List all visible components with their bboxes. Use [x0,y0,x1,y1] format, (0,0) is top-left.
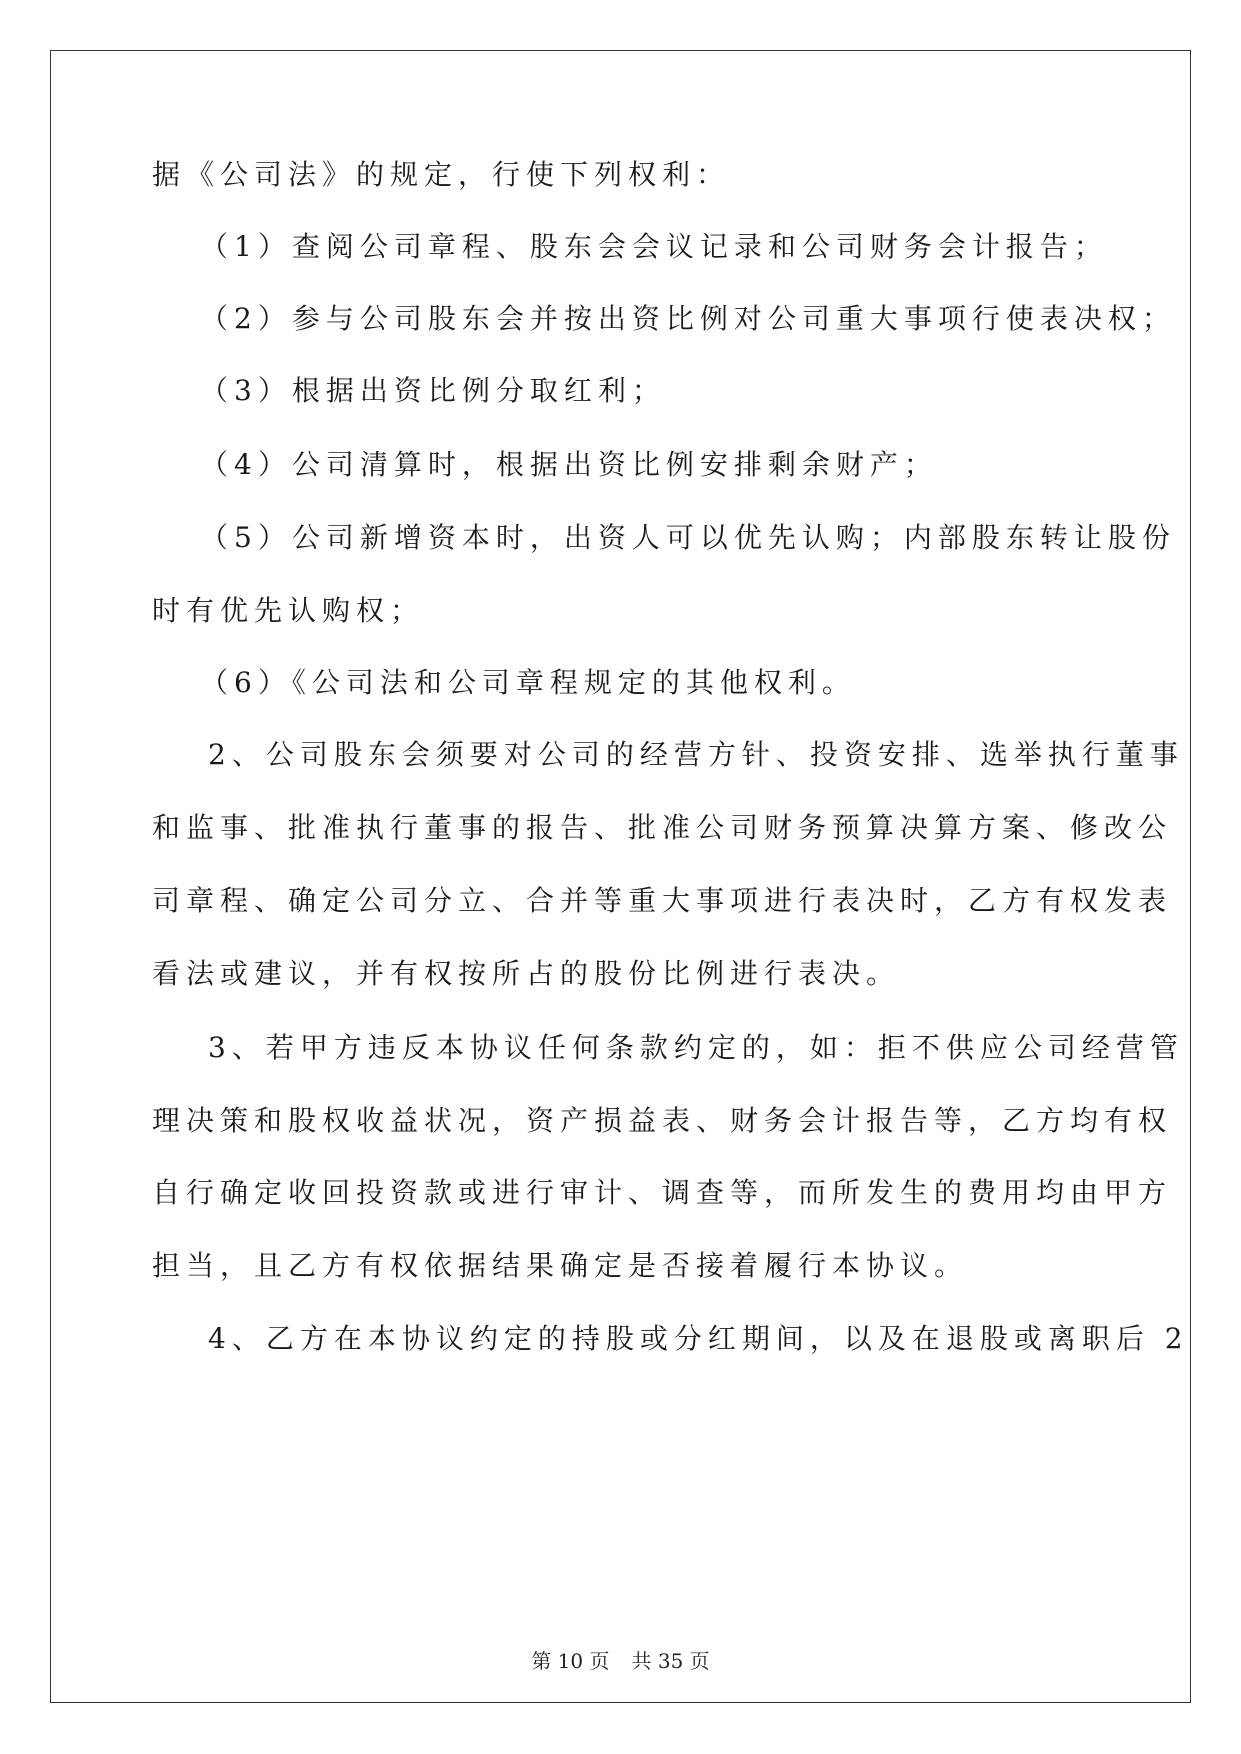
text-line: 理决策和股权收益状况，资产损益表、财务会计报告等，乙方均有权 [152,1104,1173,1137]
text-line: 司章程、确定公司分立、合并等重大事项进行表决时，乙方有权发表 [152,884,1173,917]
text-line: （4）公司清算时，根据出资比例安排剩余财产； [200,448,938,481]
page-border [50,50,1191,1703]
text-line: 据《公司法》的规定，行使下列权利： [152,158,731,191]
text-line: （3）根据出资比例分取红利； [200,374,666,407]
page-footer [0,1645,1241,1674]
text-line: （2）参与公司股东会并按出资比例对公司重大事项行使表决权； [200,302,1176,335]
text-line: 和监事、批准执行董事的报告、批准公司财务预算决算方案、修改公 [152,811,1173,844]
text-line: 4、乙方在本协议约定的持股或分红期间，以及在退股或离职后 2 [208,1322,1189,1355]
text-line: 2、公司股东会须要对公司的经营方针、投资安排、选举执行董事 [208,738,1184,771]
current-page-label: 第 10 页 [531,1649,610,1673]
text-line: 自行确定收回投资款或进行审计、调查等，而所发生的费用均由甲方 [152,1176,1173,1209]
text-line: 3、若甲方违反本协议任何条款约定的，如：拒不供应公司经营管 [208,1031,1184,1064]
text-line: 担当，且乙方有权依据结果确定是否接着履行本协议。 [152,1249,969,1282]
text-line: （5）公司新增资本时，出资人可以优先认购；内部股东转让股份 [200,521,1176,554]
total-pages-label: 共 35 页 [631,1649,710,1673]
text-line: 看法或建议，并有权按所占的股份比例进行表决。 [152,957,901,990]
text-line: （1）查阅公司章程、股东会会议记录和公司财务会计报告； [200,230,1108,263]
text-line: 时有优先认购权； [152,594,425,627]
text-line: （6）《公司法和公司章程规定的其他权利。 [200,666,856,699]
